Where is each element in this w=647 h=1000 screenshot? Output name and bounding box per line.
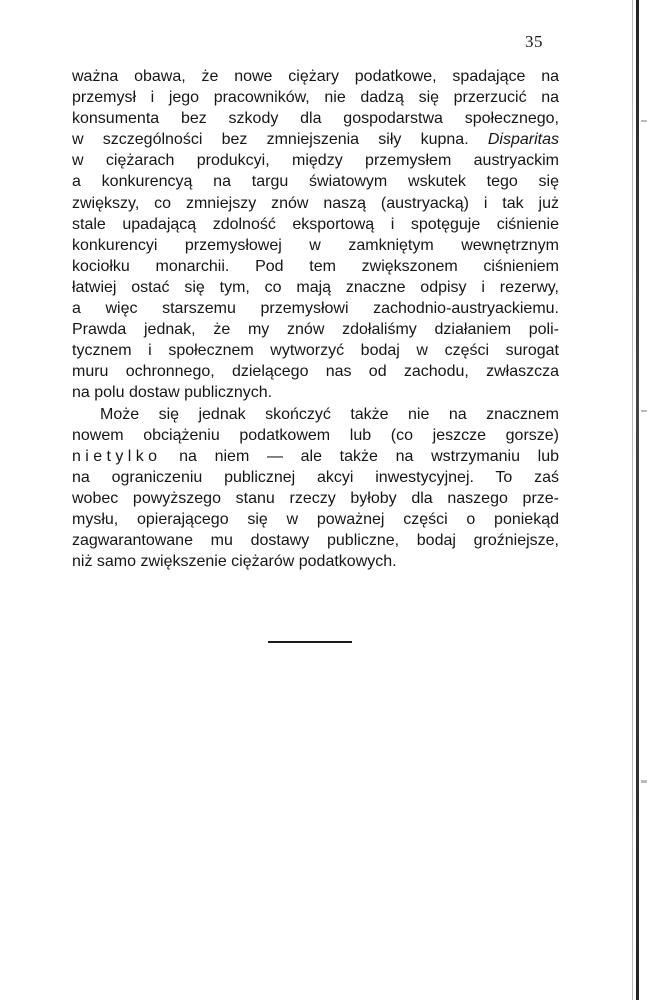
text-line: konkurencyi przemysłowej w zamkniętym wewnętrznym [72,236,559,254]
text-line [72,446,559,467]
text-line: zagwarantowane mu dostawy publiczne, bodaj groźniejsze, [72,532,559,550]
italic-term: Disparitas [487,131,559,149]
page-edge [636,0,639,1000]
text-segment: na niem — ale także na wstrzymaniu lub [161,447,559,465]
text-line [72,129,559,150]
text-line: Prawda jednak, że my znów zdołaliśmy działaniem poli- [72,321,559,339]
paragraph-1 [72,66,559,404]
text-line: na ograniczeniu publicznej akcyi inwestycyjnej. To zaś [72,468,559,486]
body-text [72,66,559,572]
text-line: kociołku monarchii. Pod tem zwiększonem ciśnieniem [72,257,559,275]
text-line: Może się jednak skończyć także nie na znacznem [100,405,559,423]
text-line: konsumenta bez szkody dla gospodarstwa społecznego, [72,110,559,128]
text-line: stale upadającą zdolność eksportową i spotęguje ciśnienie [72,215,559,233]
scan-artifact [641,780,647,783]
text-line: muru ochronnego, dzielącego nas od zachodu, zwłaszcza [72,363,559,381]
text-line: a konkurencyą na targu światowym wskutek tego się [72,173,559,191]
text-line: przemysł i jego pracowników, nie dadzą się przerzucić na [72,89,559,107]
section-end-rule [268,641,352,643]
page-edge-shadow [632,0,633,1000]
text-line: w ciężarach produkcyi, między przemysłem austryackim [72,152,559,170]
spaced-term: nietylko [72,447,162,465]
scan-artifact [641,120,647,122]
text-line: zwiększy, co zmniejszy znów naszą (austryacką) i tak już [72,194,559,212]
text-line: wobec powyższego stanu rzeczy byłoby dla naszego prze- [72,489,559,507]
paragraph-2 [72,404,559,573]
text-line: łatwiej ostać się tym, co mają znaczne odpisy i rezerwy, [72,278,559,296]
text-line: nowem obciążeniu podatkowem lub (co jeszcze gorsze) [72,426,559,444]
text-line: ważna obawa, że nowe ciężary podatkowe, spadające na [72,68,559,85]
text-line: mysłu, opierającego się w poważnej części o poniekąd [72,510,559,528]
text-line: a więc starszemu przemysłowi zachodnio-austryackiemu. [72,300,559,318]
text-line: tycznem i społecznem wytworzyć bodaj w części surogat [72,342,559,360]
text-line: na polu dostaw publicznych. [72,384,273,402]
page-number: 35 [525,32,543,51]
text-line: niż samo zwiększenie ciężarów podatkowych. [72,553,397,571]
text-segment: w szczególności bez zmniejszenia siły kupna. [72,131,488,149]
scan-artifact [641,410,647,412]
